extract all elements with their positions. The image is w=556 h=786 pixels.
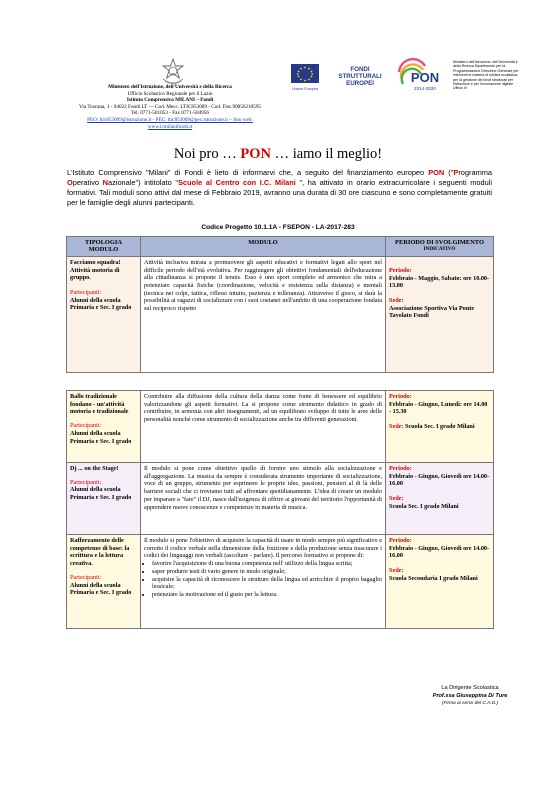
fondi-line-1: FONDI	[350, 66, 370, 73]
fondi-strutturali-logo	[327, 58, 393, 96]
header-col-module: MODULO	[141, 237, 386, 257]
period-value: Febbraio - Giugno, Lunedì: ore 14.00 - 15.30	[389, 400, 488, 416]
site-value: Scuola Sec. I grado Milani	[404, 423, 475, 431]
project-code: Codice Progetto 10.1.1A - FSEPON - LA-2017-283	[201, 224, 355, 231]
header-line-ministry: Ministero dell'Istruzione, dell'Università e della Ricerca	[108, 84, 232, 90]
intro-text-4: perativo	[72, 178, 103, 187]
site-label: Sede:	[389, 296, 404, 304]
participants-value: Alunni della scuola Primaria e Sec. I grado	[70, 296, 132, 312]
header-line-email[interactable]	[40, 117, 300, 124]
table-row	[67, 256, 494, 372]
title-post: … iamo il meglio!	[270, 146, 383, 162]
period-value: Febbraio - Maggio, Sabato: ore 10.00-13.00	[389, 274, 490, 290]
site-label: Sede:	[389, 567, 404, 575]
module-description-cell	[141, 463, 386, 535]
module-description: Contribuire alla diffusione della cultura della danza come fonte di benessere ed equilibrio valorizzandone gli aspetti formativi. La si propone come strumento didattico in grado di contribuire, in armonia con altri insegnamenti, ad un equilibrato sviluppo di tutte le aree delle personalità nonché come strumento di socializzazione anche tra differenti generazioni.	[144, 393, 382, 424]
header-line-website[interactable]	[40, 124, 300, 131]
header-period-main: PERIODO DI SVOLGIMENTO	[395, 239, 484, 246]
module-type-cell	[67, 535, 141, 629]
intro-letter-o: O	[67, 178, 73, 187]
intro-text-2: ("	[444, 168, 454, 177]
school-header	[40, 84, 300, 130]
module-period-cell	[386, 256, 494, 372]
module-title: Rafforzamento delle competenze di base: la scrittura e la lettura creativa.	[70, 537, 130, 568]
signature-block	[405, 685, 535, 708]
period-value: Febbraio - Giugno, Giovedì ore 14.00-16.00	[389, 544, 490, 560]
module-period-cell	[386, 463, 494, 535]
signature-role: La Dirigente Scolastica	[441, 685, 499, 691]
signature-name: Prof.ssa Giuseppina Di Ture	[432, 692, 508, 699]
module-title: Ballo tradizionale fondano - un'attività motoria e tradizionale	[70, 393, 129, 416]
site-value: Scuola Sec. I grado Milani	[389, 502, 459, 510]
intro-text-5: azionale") intitolato "	[108, 178, 178, 187]
module-title: Dj ... on the Stage!	[70, 465, 119, 472]
period-label: Periodo:	[389, 465, 412, 472]
intro-letter-n: N	[102, 178, 108, 187]
fondi-line-3: EUROPEI	[346, 80, 374, 87]
participants-value: Alunni della scuola Primaria e Sec. I grado	[70, 581, 132, 597]
list-item: • favorire l'acquisizione di una buona competenza nell' utilizzo della lingua scritta;	[152, 560, 382, 568]
list-item: • saper produrre testi di vario genere in modo originale;	[152, 568, 382, 576]
module-period-cell	[386, 391, 494, 463]
fondi-line-2: STRUTTURALI	[338, 73, 382, 80]
ministry-logo	[453, 60, 519, 94]
pon-years: 2014-2020	[414, 86, 436, 91]
pon-logo	[395, 58, 451, 96]
intro-text-3: rogramma	[458, 168, 492, 177]
module-type-cell	[67, 391, 141, 463]
list-item: • acquisire la capacità di riconoscere le strutture della lingua ed arricchire il proprio bagaglio lessicale;	[152, 576, 382, 591]
module-description-cell	[141, 391, 386, 463]
intro-pon: PON	[428, 168, 445, 177]
module-description: Attività inclusiva mirata a promuovere gli aspetti educativi e formativi legati allo sport nel difficile periodo dell'età evolutiva. Per raggiungere gli obiettivi fondamentali dell'educazione alla cittadinanza si propone il tennis. Esso è uno sport completo ed armonico che mira a potenziare capacità fisiche (coordinazione, velocità e resistenza sulla distanza) e mentali (tecnica nei colpi, tattica, riflessi intuito, pazienza e tolleranza). Attraverso il gioco, si darà la possibilità ai ragazzi di socializzare con i suoi coetanei nell'ambito di una cooperazione fondata sul reciproco rispetto	[144, 258, 382, 313]
table-row	[67, 391, 494, 463]
modules-table-2	[66, 390, 494, 629]
module-description: Il modulo si pone l'obiettivo di acquisire la capacità di usare in modo sempre più significativo e corretto il codice verbale nella dimensione della fruizione e della produzione senza trascurare i codici dei linguaggi non verbali (ascoltare - parlare). Il percorso formativo si propone di:	[144, 537, 382, 560]
module-type-cell	[67, 256, 141, 372]
header-col-type: TIPOLOGIA MODULO	[67, 237, 141, 257]
period-value: Febbraio - Giugno, Giovedì ore 14.00-16.00	[389, 472, 490, 488]
republic-emblem-icon	[160, 57, 186, 87]
module-description-cell	[141, 535, 386, 629]
participants-label: Partecipanti:	[70, 573, 102, 581]
title-pre: Noi pro …	[173, 146, 241, 162]
intro-letter-p: P	[453, 168, 459, 177]
eu-caption: Unione Europea	[292, 87, 318, 91]
module-type-cell	[67, 463, 141, 535]
objectives-list	[144, 560, 382, 599]
participants-value: Alunni della scuola Primaria e Sec. I grado	[70, 486, 132, 502]
header-period-sub: INDICATIVO	[423, 246, 456, 253]
intro-paragraph	[67, 168, 492, 208]
site-value: Scuola Secondaria I grado Milani	[389, 574, 478, 582]
table-header-row	[67, 237, 494, 257]
header-col-period	[386, 237, 494, 257]
header-line-school: Istituto Comprensivo MILANI – Fondi	[126, 97, 214, 104]
pon-text: PON	[410, 70, 440, 85]
period-label: Periodo:	[389, 537, 412, 544]
header-line-office: Ufficio Scolastico Regionale per il Lazio	[127, 90, 213, 97]
email-link[interactable]: PEO: ltic853009@istruzione.it - PEC: ltic853009@pec.istruzione.it – Sito web:	[87, 116, 253, 123]
signature-note: (Firma ai sensi del C.A.D.)	[441, 701, 499, 706]
intro-text-1: L'Istituto Comprensivo "Milani" di Fondi è lieto di informarvi che, a seguito del finanziamento europeo	[67, 168, 429, 177]
intro-project-name: Scuole al Centro con I.C. Milani	[178, 178, 296, 187]
site-value: Associazione Sportiva Via Ponte Tavolato Fondi	[389, 304, 475, 320]
site-label: Sede:	[389, 423, 404, 431]
module-description: Il modulo si pone come obiettivo quello di fornire uno stimolo alla socializzazione e all'aggregazione. La musica da sempre è considerata strumento importante di socializzazione, voce di un gruppo, strumento per esprimere le proprie idee, passioni, pensieri al di là delle barriere sociali che ci troviamo tutti ad affrontare quotidianamente. L'idea di creare un modulo per imparare a "fare" il DJ, nasce dall'esigenza di offrire ai giovani del territorio l'opportunità di apprendere nuove conoscenze e competenze in materia di musica.	[144, 465, 382, 511]
module-period-cell	[386, 535, 494, 629]
participants-label: Partecipanti:	[70, 288, 102, 296]
funding-logos	[285, 58, 520, 98]
list-item: • potenziare la motivazione ed il gusto per la lettura.	[152, 591, 382, 599]
ministry-logo-text: Ministero dell'Istruzione, dell'Università e della Ricerca Dipartimento per la Programmazione Direzione Generale per interventi in materia di edilizia scolastica, per la gestione dei fondi strutturali per l'istruzione e per l'innovazione digitale Ufficio IV	[453, 60, 519, 91]
period-label: Periodo:	[389, 266, 412, 274]
modules-table-1	[66, 236, 494, 373]
module-title: Facciamo squadra! Attività motoria di gruppo.	[70, 258, 121, 282]
title-pon: PON	[240, 146, 271, 162]
table-row	[67, 535, 494, 629]
website-link[interactable]: www.icmilanifondi.it	[147, 123, 193, 130]
header-line-phone: Tel. 0771-501053 - Fax 0771-504956	[131, 110, 209, 117]
header-line-address: Via Toscana, 1 - 04022 Fondi LT — Cod. Mecc. LTIC853009 - Cod. Fisc.90056210595	[78, 103, 262, 110]
participants-label: Partecipanti:	[70, 478, 102, 486]
eu-flag-logo	[285, 62, 325, 92]
module-description-cell	[141, 256, 386, 372]
site-label: Sede:	[389, 495, 404, 503]
table-row	[67, 463, 494, 535]
participants-value: Alunni della scuola Primaria e Sec. I grado	[70, 429, 132, 445]
page-title	[0, 146, 556, 163]
intro-text-6: ", ha attivato in orario extracurricolare i seguenti moduli formativi. Tali moduli sono attivi dal mese di Febbraio 2019, avranno una durata di 30 ore ciascuno e sono completamente gratuiti per le famiglie degli alunni partecipanti.	[67, 178, 492, 207]
period-label: Periodo:	[389, 393, 412, 400]
participants-label: Partecipanti:	[70, 422, 102, 430]
